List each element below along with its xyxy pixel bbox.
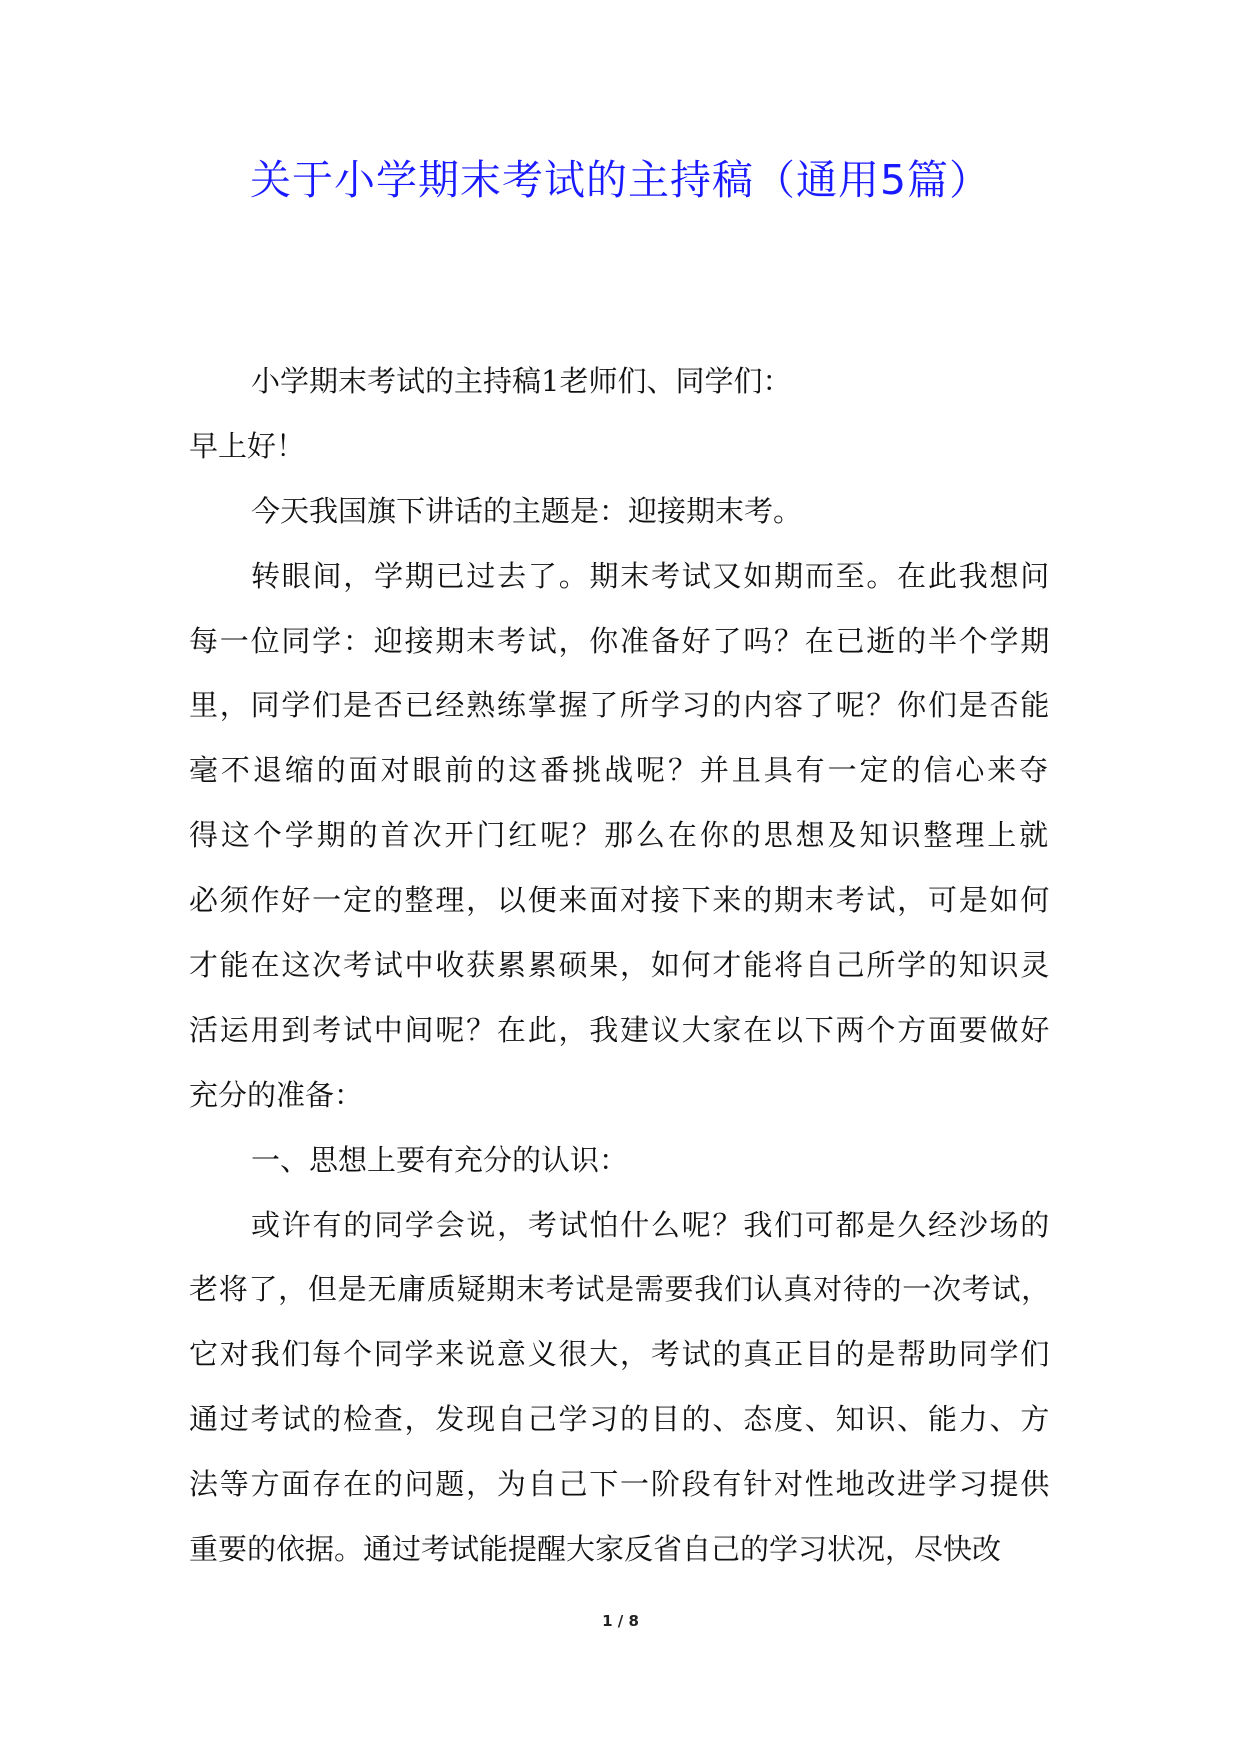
body-line: 小学期末考试的主持稿1老师们、同学们： xyxy=(251,364,792,398)
body-line: 早上好！ xyxy=(189,428,306,463)
body-line: 活运用到考试中间呢？在此，我建议大家在以下两个方面要做好 xyxy=(189,1012,1052,1047)
body-line: 得这个学期的首次开门红呢？那么在你的思想及知识整理上就 xyxy=(189,818,1052,853)
body-line: 一、思想上要有充分的认识： xyxy=(251,1142,629,1177)
body-line: 转眼间，学期已过去了。期末考试又如期而至。在此我想问 xyxy=(251,558,1052,593)
body-line: 今天我国旗下讲话的主题是：迎接期末考。 xyxy=(251,493,803,528)
body-line: 毫不退缩的面对眼前的这番挑战呢？并且具有一定的信心来夺 xyxy=(189,753,1052,788)
body-line: 必须作好一定的整理，以便来面对接下来的期末考试，可是如何 xyxy=(189,883,1052,918)
document-title: 关于小学期末考试的主持稿（通用5篇） xyxy=(249,156,992,204)
body-line: 里，同学们是否已经熟练掌握了所学习的内容了呢？你们是否能 xyxy=(189,688,1052,723)
body-line: 通过考试的检查，发现自己学习的目的、态度、知识、能力、方 xyxy=(189,1402,1052,1437)
body-line: 重要的依据。通过考试能提醒大家反省自己的学习状况，尽快改 xyxy=(189,1532,1002,1567)
body-line: 它对我们每个同学来说意义很大，考试的真正目的是帮助同学们 xyxy=(189,1337,1052,1372)
body-line: 才能在这次考试中收获累累硕果，如何才能将自己所学的知识灵 xyxy=(189,948,1052,983)
body-line: 每一位同学：迎接期末考试，你准备好了吗？在已逝的半个学期 xyxy=(189,623,1052,658)
page-number: 1 / 8 xyxy=(602,1612,639,1630)
body-line: 法等方面存在的问题，为自己下一阶段有针对性地改进学习提供 xyxy=(189,1467,1052,1502)
document-body xyxy=(189,349,1051,1582)
body-line: 老将了，但是无庸质疑期末考试是需要我们认真对待的一次考试， xyxy=(189,1272,1051,1307)
body-line: 或许有的同学会说，考试怕什么呢？我们可都是久经沙场的 xyxy=(251,1207,1052,1242)
body-line: 充分的准备： xyxy=(189,1077,364,1112)
